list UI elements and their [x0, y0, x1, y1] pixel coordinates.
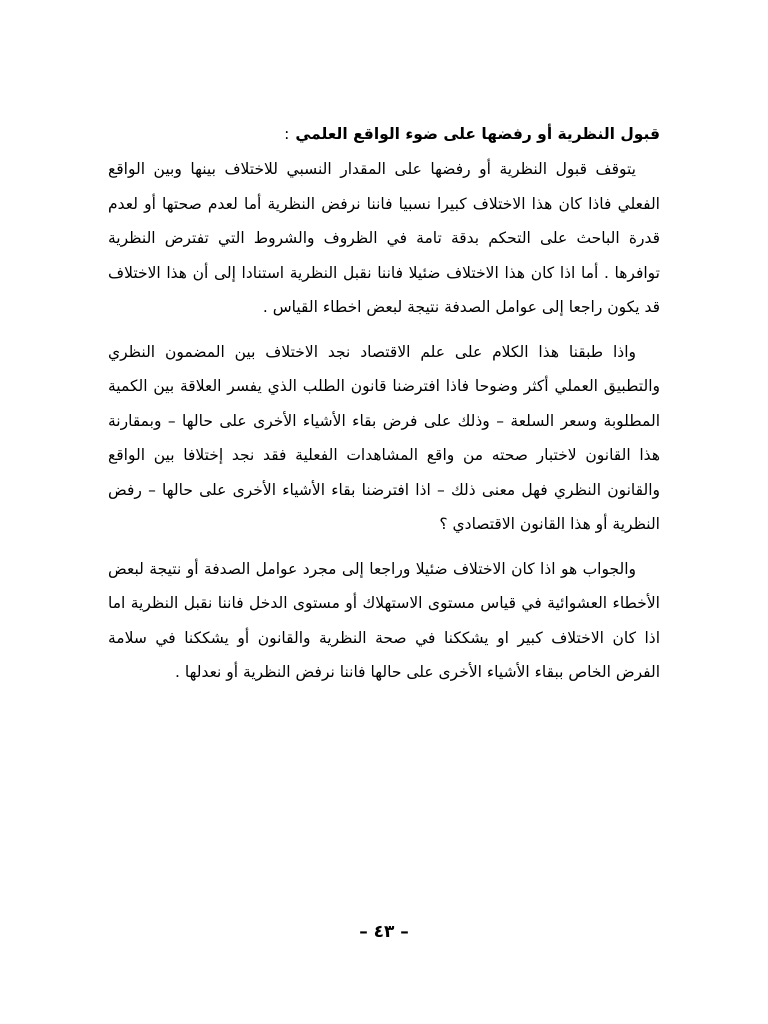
paragraph-1: يتوقف قبول النظرية أو رفضها على المقدار النسبي للاختلاف بينها وبين الواقع الفعلي فاذا كان هذا الاختلاف كبيرا نسبيا فاننا نرفض النظرية أما لعدم صحتها أو لعدم قدرة الباحث على التحكم بدقة تامة في الظروف والشروط التي تفترض النظرية توافرها . أما اذا كان هذا الاختلاف ضئيلا فاننا نقبل النظرية استنادا إلى أن هذا الاختلاف قد يكون راجعا إلى عوامل الصدفة نتيجة لبعض اخطاء القياس . — [108, 160, 660, 316]
section-heading-colon: : — [284, 125, 290, 143]
paragraph-2: واذا طبقنا هذا الكلام على علم الاقتصاد نجد الاختلاف بين المضمون النظري والتطبيق العملي أكثر وضوحا فاذا افترضنا قانون الطلب الذي يفسر العلاقة بين الكمية المطلوبة وسعر السلعة – وذلك على فرض بقاء الأشياء الأخرى على حالها – وبمقارنة هذا القانون لاختبار صحته من واقع المشاهدات الفعلية فقد نجد إختلافا بين الواقع والقانون النظري فهل معنى ذلك – اذا افترضنا بقاء الأشياء الأخرى على حالها – رفض النظرية أو هذا القانون الاقتصادي ؟ — [108, 342, 660, 533]
section-heading-title: قبول النظرية أو رفضها على ضوء الواقع العلمي — [295, 125, 660, 143]
section-heading — [108, 118, 660, 150]
page-number: – ٤٣ – — [359, 922, 409, 942]
paragraph-3: والجواب هو اذا كان الاختلاف ضئيلا وراجعا إلى مجرد عوامل الصدفة أو نتيجة لبعض الأخطاء العشوائية في قياس مستوى الاستهلاك أو مستوى الدخل فاننا نقبل النظرية اما اذا كان الاختلاف كبير او يشككنا في صحة النظرية والقانون أو يشككنا في سلامة الفرض الخاص ببقاء الأشياء الأخرى على حالها فاننا نرفض النظرية أو نعدلها . — [108, 559, 660, 681]
document-page — [108, 118, 660, 700]
